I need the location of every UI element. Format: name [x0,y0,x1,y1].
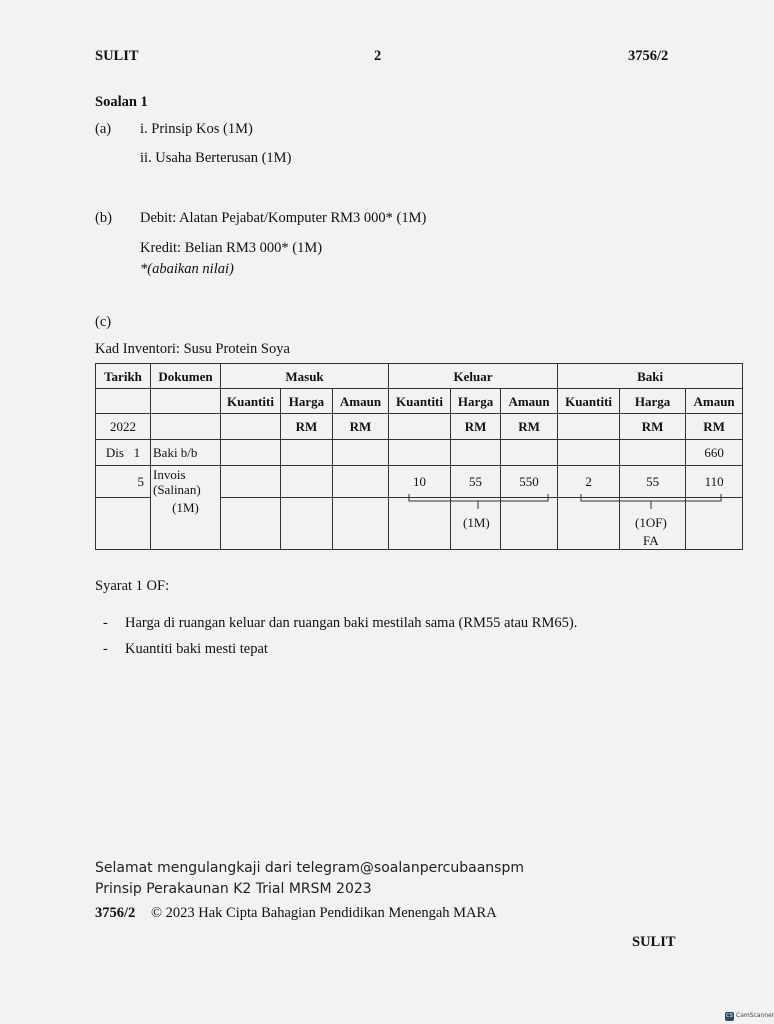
camscanner-text: CamScanner [736,1012,774,1019]
part-b-credit: Kredit: Belian RM3 000* (1M) [140,240,323,256]
row2-doc-line1: Invois [153,466,186,482]
part-b-label: (b) [95,210,112,226]
footer-telegram: Selamat mengulangkaji dari telegram@soalanpercubaanspm [95,860,524,876]
keluar-amaun-unit: RM [501,414,558,440]
year-cell: 2022 [96,414,151,440]
part-a-label: (a) [95,121,112,137]
header-tarikh: Tarikh [96,364,151,389]
condition-2: Kuantiti baki mesti tepat [125,641,268,657]
row2-baki-harga: 55 [620,466,686,498]
baki-mark-note: FA [643,533,659,548]
footer-sulit: SULIT [632,934,676,950]
header-masuk: Masuk [221,364,389,389]
page-number: 2 [374,48,382,64]
condition-1: Harga di ruangan keluar dan ruangan baki mestilah sama (RM55 atau RM65). [125,615,578,631]
masuk-harga: Harga [281,389,333,414]
part-a-item-1: i. Prinsip Kos (1M) [140,121,253,137]
footer-copyright: © 2023 Hak Cipta Bahagian Pendidikan Menengah MARA [151,905,497,921]
row2-keluar-kuantiti: 10 [389,466,451,498]
baki-harga: Harga [620,389,686,414]
condition-bullet-1: - [103,615,108,631]
baki-harga-unit: RM [620,414,686,440]
camscanner-logo-icon: CS [726,1013,733,1019]
baki-amaun: Amaun [686,389,743,414]
keluar-bracket [409,494,548,509]
row2-keluar-harga: 55 [451,466,501,498]
row1-date: Dis 1 [96,440,151,466]
condition-bullet-2: - [103,641,108,657]
part-a-item-2: ii. Usaha Berterusan (1M) [140,150,292,166]
masuk-kuantiti: Kuantiti [221,389,281,414]
row2-day: 5 [96,466,151,498]
baki-kuantiti: Kuantiti [558,389,620,414]
keluar-kuantiti: Kuantiti [389,389,451,414]
row1-baki-amaun: 660 [686,440,743,466]
row2-doc-line2: (Salinan) [153,481,201,497]
row2-baki-amaun: 110 [686,466,743,498]
baki-amaun-unit: RM [686,414,743,440]
masuk-amaun: Amaun [333,389,389,414]
keluar-harga: Harga [451,389,501,414]
row2-baki-kuantiti: 2 [558,466,620,498]
baki-mark: (1OF) [635,515,667,530]
row2-keluar-amaun: 550 [501,466,558,498]
keluar-mark: (1M) [463,515,490,530]
row1-doc: Baki b/b [151,440,221,466]
masuk-amaun-unit: RM [333,414,389,440]
footer-subject: Prinsip Perakaunan K2 Trial MRSM 2023 [95,881,372,897]
header-baki: Baki [558,364,743,389]
part-c-label: (c) [95,314,112,330]
header-dokumen: Dokumen [151,364,221,389]
part-b-note: *(abaikan nilai) [140,261,234,277]
conditions-title: Syarat 1 OF: [95,578,170,594]
header-sulit: SULIT [95,48,139,64]
part-b-debit: Debit: Alatan Pejabat/Komputer RM3 000* (1M) [140,210,427,226]
keluar-harga-unit: RM [451,414,501,440]
row2-doc-mark: (1M) [172,499,199,515]
header-code: 3756/2 [628,48,669,64]
header-keluar: Keluar [389,364,558,389]
keluar-amaun: Amaun [501,389,558,414]
baki-bracket [581,494,721,509]
footer-code: 3756/2 [95,905,136,921]
inventory-card-title: Kad Inventori: Susu Protein Soya [95,341,290,357]
question-title: Soalan 1 [95,94,148,110]
masuk-harga-unit: RM [281,414,333,440]
